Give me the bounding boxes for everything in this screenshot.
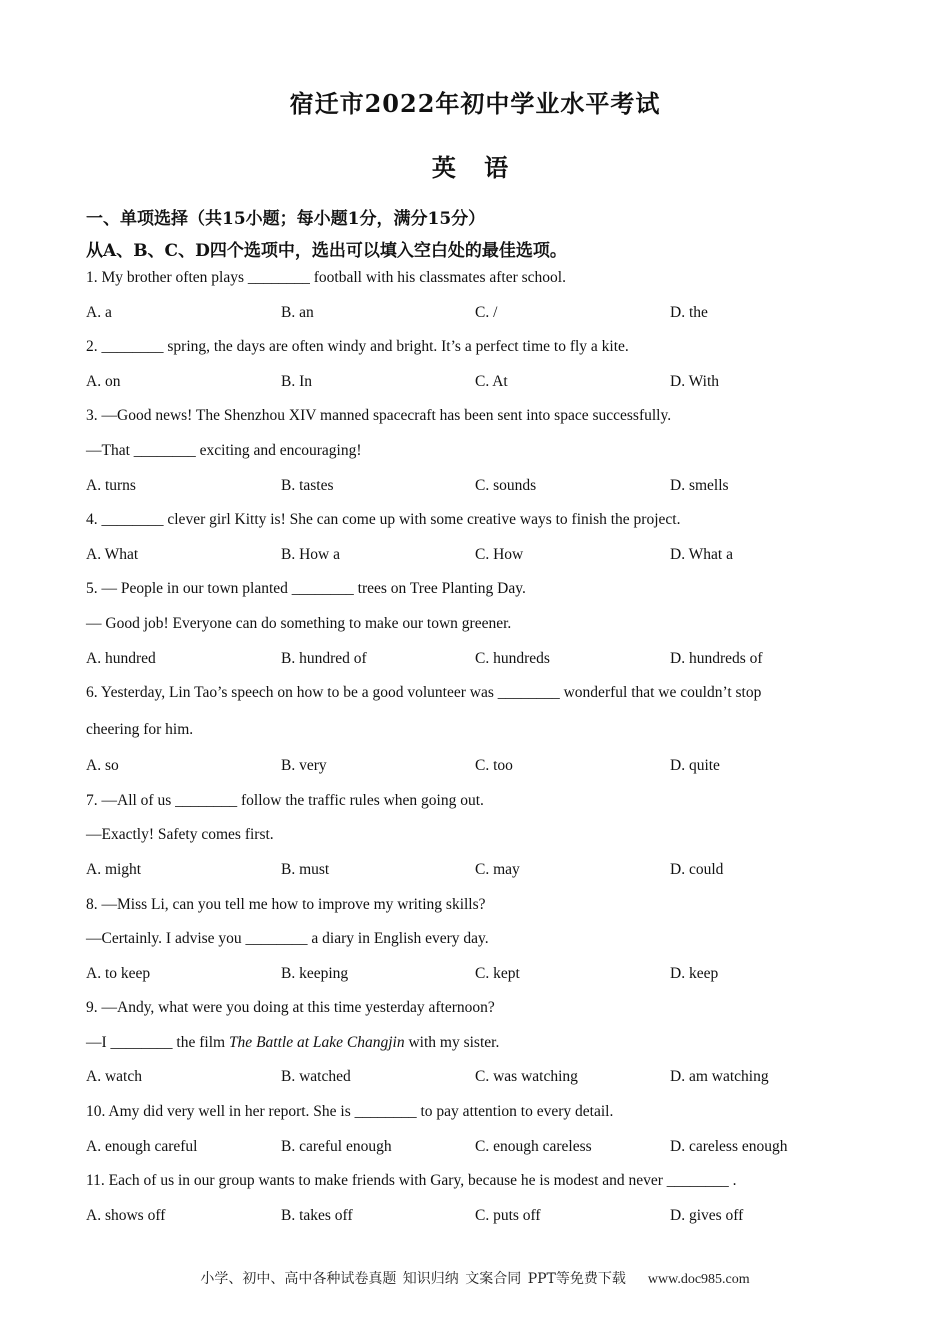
option-c: C. How (475, 545, 524, 563)
option-b: B. keeping (281, 964, 349, 982)
question-10-stem: 10. Amy did very well in her report. She is ________ to pay attention to every detail. (86, 1103, 614, 1121)
option-a: A. shows off (86, 1206, 166, 1224)
option-d: D. the (670, 303, 708, 321)
option-b: B. must (281, 860, 330, 878)
option-d: D. am watching (670, 1068, 769, 1086)
option-a: A. What (86, 545, 139, 563)
dialogue-text: —I ________ the film (86, 1033, 229, 1051)
question-5-options (86, 647, 866, 682)
option-c: C. / (475, 303, 498, 321)
option-d: D. could (670, 860, 724, 878)
option-a: A. hundred (86, 649, 156, 667)
question-1-stem: 1. My brother often plays ________ football with his classmates after school. (86, 269, 566, 286)
option-a: A. enough careful (86, 1137, 198, 1155)
option-a: A. to keep (86, 964, 151, 982)
option-b: B. careful enough (281, 1137, 392, 1155)
question-8-dialogue: —Certainly. I advise you ________ a diary in English every day. (86, 930, 489, 948)
question-5-stem: 5. — People in our town planted ________ trees on Tree Planting Day. (86, 580, 526, 598)
option-d: D. What a (670, 545, 733, 563)
option-a: A. a (86, 303, 112, 321)
footer-website: www.doc985.com (647, 1272, 750, 1287)
question-4-options (86, 543, 866, 578)
option-d: D. With (670, 372, 720, 390)
option-d: D. gives off (670, 1206, 744, 1224)
option-a: A. might (86, 860, 142, 878)
question-3-stem: 3. —Good news! The Shenzhou XIV manned spacecraft has been sent into space successfully. (86, 407, 672, 425)
option-a: A. so (86, 757, 119, 775)
question-9-options (86, 1065, 866, 1100)
option-b: B. watched (281, 1068, 351, 1086)
question-11-stem: 11. Each of us in our group wants to make friends with Gary, because he is modest and never ________ . (86, 1172, 737, 1190)
question-9-stem: 9. —Andy, what were you doing at this time yesterday afternoon? (86, 999, 495, 1017)
option-b: B. In (281, 372, 312, 390)
question-7-options (86, 858, 866, 893)
section-heading: 一、单项选择（共15小题；每小题1分，满分15分） (86, 209, 486, 229)
dialogue-text: with my sister. (404, 1033, 500, 1051)
option-c: C. kept (475, 964, 520, 982)
film-title: The Battle at Lake Changjin (228, 1033, 405, 1051)
option-c: C. may (475, 860, 520, 878)
option-d: D. hundreds of (670, 649, 763, 667)
option-d: D. smells (670, 476, 729, 494)
option-d: D. quite (670, 757, 720, 775)
question-8-stem: 8. —Miss Li, can you tell me how to improve my writing skills? (86, 895, 486, 913)
option-c: C. enough careless (475, 1137, 592, 1155)
question-8-options (86, 962, 866, 997)
option-a: A. turns (86, 476, 136, 494)
question-6-stem: 6. Yesterday, Lin Tao’s speech on how to be a good volunteer was ________ wonderful that we couldn’t stop (86, 684, 762, 702)
question-11-options (86, 1204, 866, 1239)
option-c: C. too (475, 757, 513, 775)
option-b: B. an (281, 303, 314, 321)
footer-text: 小学、初中、高中各种试卷真题 知识归纳 文案合同 PPT等免费下载 (200, 1271, 626, 1287)
question-2-options (86, 370, 866, 405)
option-b: B. How a (281, 545, 340, 563)
question-7-dialogue: —Exactly! Safety comes first. (86, 826, 274, 844)
option-a: A. watch (86, 1068, 142, 1086)
question-7-stem: 7. —All of us ________ follow the traffic rules when going out. (86, 791, 484, 809)
question-1-options (86, 301, 866, 336)
option-c: C. puts off (475, 1206, 541, 1224)
question-10-options (86, 1135, 866, 1170)
page-footer (0, 1268, 950, 1288)
option-c: C. At (475, 372, 508, 390)
option-b: B. tastes (281, 476, 334, 494)
option-d: D. careless enough (670, 1137, 788, 1155)
question-3-dialogue: —That ________ exciting and encouraging! (86, 441, 362, 459)
question-6-options (86, 754, 866, 789)
option-c: C. was watching (475, 1068, 578, 1086)
subject-title: 英 语 (431, 153, 519, 182)
option-a: A. on (86, 372, 121, 390)
exam-title: 宿迁市2022年初中学业水平考试 (289, 89, 661, 118)
question-9-dialogue (86, 1031, 866, 1066)
question-list (86, 266, 866, 1238)
option-c: C. sounds (475, 476, 537, 494)
question-4-stem: 4. ________ clever girl Kitty is! She can come up with some creative ways to finish the project. (86, 511, 681, 529)
option-b: B. hundred of (281, 649, 367, 667)
option-d: D. keep (670, 964, 719, 982)
question-6-continuation: cheering for him. (86, 720, 194, 738)
option-b: B. takes off (281, 1206, 353, 1224)
option-b: B. very (281, 757, 327, 775)
option-c: C. hundreds (475, 649, 550, 667)
question-3-options (86, 474, 866, 509)
question-2-stem: 2. ________ spring, the days are often windy and bright. It’s a perfect time to fly a kite. (86, 338, 629, 356)
section-instruction: 从A、B、C、D四个选项中，选出可以填入空白处的最佳选项。 (86, 241, 567, 261)
question-5-dialogue: — Good job! Everyone can do something to make our town greener. (86, 614, 512, 632)
